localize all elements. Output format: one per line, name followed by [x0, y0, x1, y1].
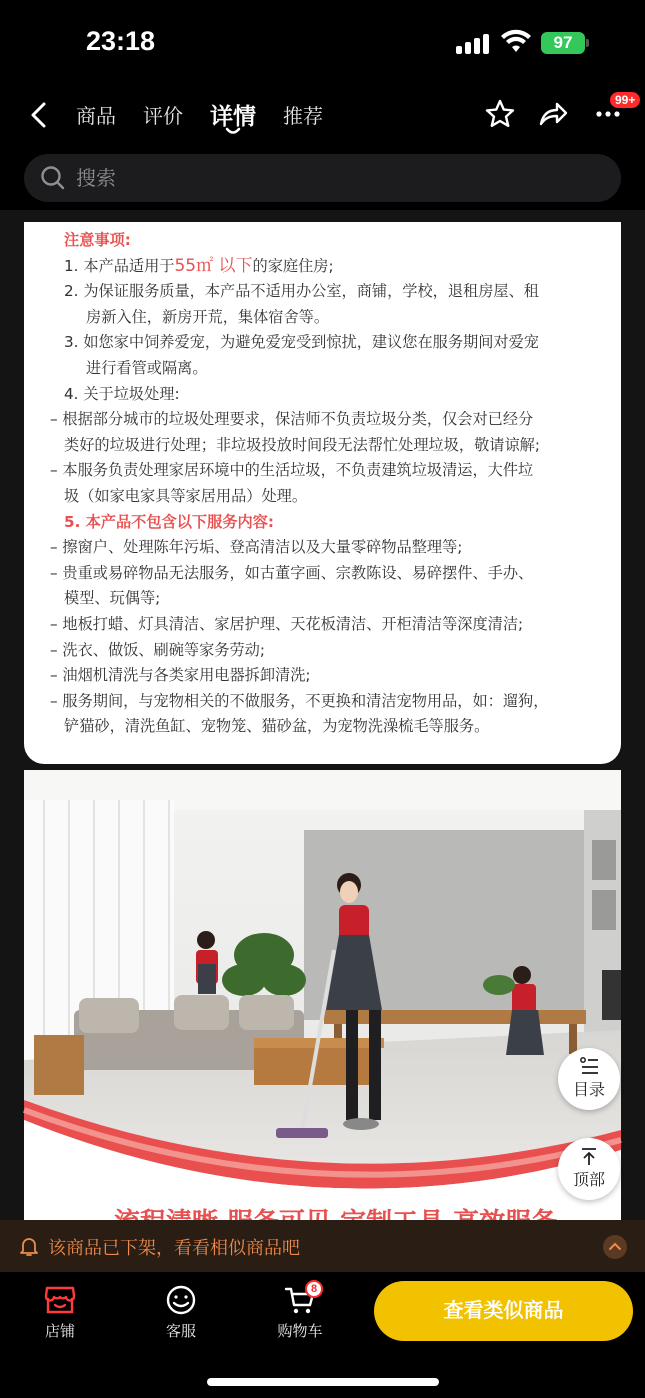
- view-similar-button[interactable]: 查看类似商品: [374, 1281, 633, 1341]
- back-to-top-button[interactable]: [558, 1138, 620, 1200]
- note-item-4-sub2: – 本服务负责处理家居环境中的生活垃圾，不负责建筑垃圾清运，大件垃: [50, 461, 534, 480]
- store-button[interactable]: [25, 1284, 95, 1341]
- promo-photo-card: [24, 770, 621, 1230]
- note-item-2: 2. 为保证服务质量，本产品不适用办公室，商铺，学校，退租房屋、租: [64, 282, 539, 301]
- battery-level: 97: [553, 33, 573, 52]
- customer-service-label: 客服: [165, 1322, 196, 1340]
- tab-details[interactable]: 详情: [210, 104, 256, 130]
- exclusion-1: – 擦窗户、处理陈年污垢、登高清洁以及大量零碎物品整理等;: [50, 538, 463, 557]
- list-icon: [579, 1056, 599, 1076]
- note-item-1: [64, 254, 604, 280]
- exclusion-6-cont: 铲猫砂，清洗鱼缸、宠物笼、猫砂盆，为宠物洗澡梳毛等服务。: [64, 717, 490, 736]
- search-bar[interactable]: [24, 154, 621, 202]
- store-icon: [43, 1284, 77, 1316]
- store-label: 店铺: [44, 1322, 75, 1340]
- catalog-button[interactable]: [558, 1048, 620, 1110]
- wifi-icon: [500, 30, 532, 54]
- status-time: 23:18: [86, 26, 156, 56]
- tab-recommend[interactable]: 推荐: [283, 104, 323, 128]
- note-item-5: 5. 本产品不包含以下服务内容:: [64, 512, 274, 531]
- exclusion-5: – 油烟机清洗与各类家用电器拆卸清洗;: [50, 666, 311, 685]
- tab-reviews[interactable]: 评价: [143, 104, 183, 128]
- exclusion-2: – 贵重或易碎物品无法服务，如古董字画、宗教陈设、易碎摆件、手办、: [50, 563, 534, 582]
- tab-product[interactable]: 商品: [76, 104, 116, 128]
- note-item-1-pre: 1. 本产品适用于: [64, 256, 175, 275]
- home-indicator[interactable]: [207, 1378, 439, 1386]
- catalog-label: 目录: [572, 1080, 605, 1099]
- back-arrow-icon[interactable]: [26, 100, 54, 130]
- note-item-1-post: 的家庭住房;: [252, 256, 334, 275]
- notice-text: 该商品已下架，看看相似商品吧: [48, 1238, 300, 1259]
- note-item-3-cont: 进行看管或隔离。: [86, 358, 208, 377]
- search-icon: [40, 165, 66, 191]
- note-item-3: 3. 如您家中饲养爱宠，为避免爱宠受到惊扰，建议您在服务期间对爱宠: [64, 333, 539, 352]
- bell-icon: [18, 1235, 40, 1257]
- notes-list: [50, 228, 604, 740]
- notes-heading: 注意事项:: [64, 231, 131, 249]
- exclusion-3: – 地板打蜡、灯具清洁、家居护理、天花板清洁、开柜清洁等深度清洁;: [50, 614, 524, 633]
- status-bar: [0, 0, 645, 88]
- note-item-4-sub2-cont: 圾（如家电家具等家居用品）处理。: [64, 486, 307, 505]
- back-to-top-label: 顶部: [572, 1170, 605, 1189]
- share-icon[interactable]: [537, 98, 569, 130]
- note-item-2-cont: 房新入住，新房开荒，集体宿舍等。: [86, 307, 329, 326]
- active-tab-indicator: [226, 128, 240, 136]
- note-item-1-area: 55㎡ 以下: [174, 255, 253, 276]
- exclusion-2-cont: 模型、玩偶等;: [64, 589, 161, 608]
- detail-content[interactable]: [0, 210, 645, 1220]
- note-item-4-sub1: – 根据部分城市的垃圾处理要求，保洁师不负责垃圾分类，仅会对已经分: [50, 410, 534, 429]
- arrow-up-icon: [579, 1146, 599, 1166]
- customer-service-icon: [164, 1284, 198, 1316]
- cart-label: 购物车: [277, 1322, 323, 1340]
- note-item-4-sub1-cont: 类好的垃圾进行处理；非垃圾投放时间段无法帮忙处理垃圾，敬请谅解;: [64, 435, 540, 454]
- cleaning-scene-image: [24, 770, 621, 1230]
- notes-card: [24, 222, 621, 764]
- cart-count-badge: 8: [305, 1280, 323, 1298]
- battery-cap: [586, 39, 589, 47]
- chevron-up-icon[interactable]: [603, 1235, 627, 1259]
- cart-button[interactable]: [265, 1284, 335, 1341]
- cellular-signal-icon: [456, 32, 492, 54]
- top-nav: [0, 88, 645, 146]
- star-favorite-icon[interactable]: [484, 98, 516, 130]
- battery-indicator: [541, 32, 585, 54]
- more-badge: 99+: [610, 92, 640, 108]
- bottom-action-bar: [0, 1272, 645, 1398]
- exclusion-6: – 服务期间，与宠物相关的不做服务，不更换和清洁宠物用品，如：遛狗，: [50, 691, 549, 710]
- delisted-notice-bar[interactable]: [0, 1220, 645, 1272]
- customer-service-button[interactable]: [146, 1284, 216, 1341]
- exclusion-4: – 洗衣、做饭、刷碗等家务劳动;: [50, 640, 265, 659]
- note-item-4: 4. 关于垃圾处理:: [64, 384, 180, 403]
- search-input[interactable]: 搜索: [76, 166, 116, 190]
